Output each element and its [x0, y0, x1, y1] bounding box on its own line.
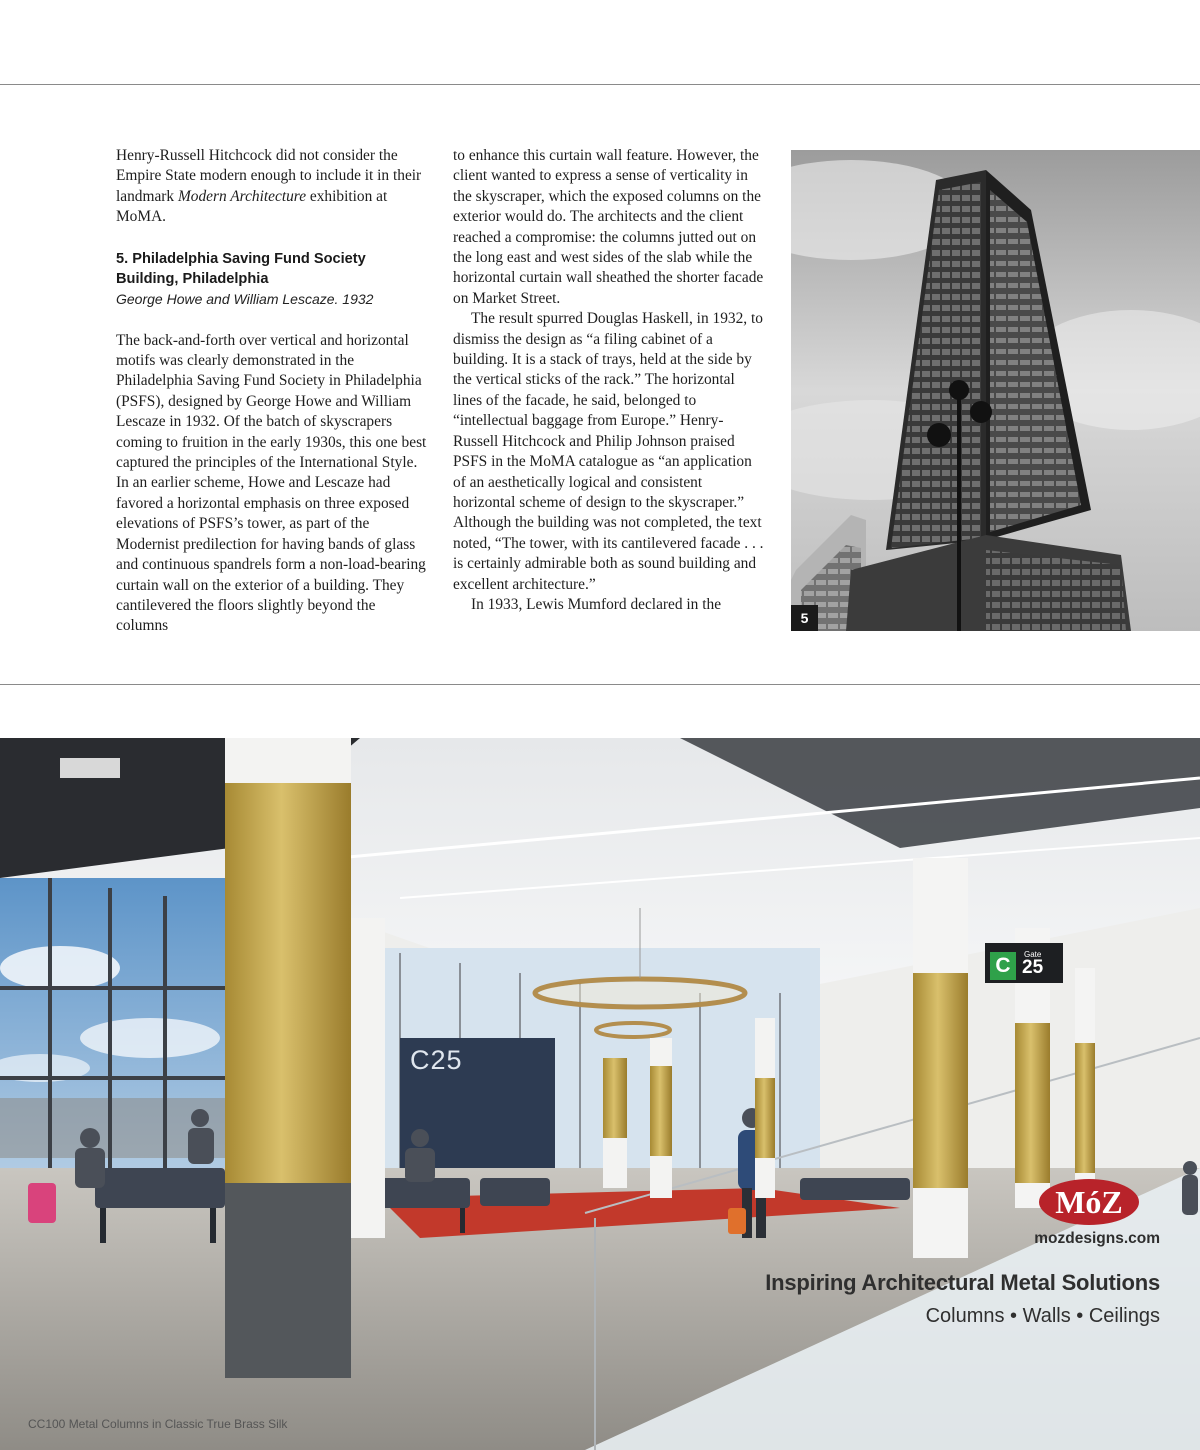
exhibition-title: Modern Architecture: [177, 187, 307, 205]
brand-website[interactable]: mozdesigns.com: [1034, 1230, 1160, 1247]
psfs-building-photo: [791, 150, 1200, 631]
figure-number-badge: 5: [791, 605, 818, 631]
gate-label: Gate: [1024, 950, 1042, 959]
ad-product-list: Columns • Walls • Ceilings: [925, 1305, 1160, 1327]
advertisement-photo: [0, 738, 1200, 1450]
airport-terminal-illustration: [0, 738, 1200, 1450]
moz-logo-text: MóZ: [1055, 1184, 1123, 1220]
gate-number: 25: [1022, 957, 1044, 978]
bottom-rule: [0, 684, 1200, 685]
body-paragraph-psfs: The back-and-forth over vertical and horizontal motifs was clearly demonstrated in the Philadelphia Saving Fund Society in Philadelphia (PSFS), designed by George Howe and William Lescaze in 1932. Of the batch of skyscrapers coming to fruition in the early 1930s, this one best captured the principles of the International Style. In an earlier scheme, Howe and Lescaze had favored a horizontal emphasis on three exposed elevations of PSFS’s tower, as part of the Modernist predilection for having bands of glass and continuous spandrels form a non-load-bearing curtain wall on the exterior of a building. They cantilevered the floors slightly beyond the columns: [116, 331, 427, 635]
lead-tail-text: exhibition at MoMA.: [116, 187, 388, 226]
body-paragraph-haskell: The result spurred Douglas Haskell, in 1932, to dismiss the design as “a filing cabinet of a building. It is a stack of trays, held at the side by the vertical sticks of the rack.” The horizontal lines of the facade, he said, belonged to “intellectual baggage from Europe.” Henry-Russell Hitchcock and Philip Johnson praised PSFS in the MoMA catalogue as “an application of an aesthetically logical and consistent horizontal scheme of design to the skyscraper.” Although the building was not completed, the text noted, “The tower, with its cantilevered facade . . . is certainly admirable both as sound building and excellent architecture.”: [453, 310, 764, 593]
section-heading-line-1: 5. Philadelphia Saving Fund Society: [116, 250, 366, 267]
gate-letter-badge: C: [990, 952, 1016, 980]
article-column-1: [116, 146, 428, 637]
top-rule: [0, 84, 1200, 85]
article-column-2: [453, 146, 765, 615]
psfs-photo-illustration: [791, 150, 1200, 631]
section-architects: George Howe and William Lescaze. 1932: [116, 290, 374, 307]
section-heading-line-2: Building, Philadelphia: [116, 270, 269, 287]
lead-text: Henry-Russell Hitchcock did not consider the Empire State modern enough to include it in their landmark: [116, 147, 422, 205]
gate-c25-sign: C25: [410, 1045, 463, 1075]
ad-tagline: Inspiring Architectural Metal Solutions: [765, 1270, 1160, 1295]
section-heading: [116, 249, 428, 289]
body-paragraph-compromise: to enhance this curtain wall feature. However, the client wanted to express a sense of verticality in the skyscraper, which the exposed columns on the exterior would do. The architects and the client reached a compromise: the columns jutted out on the long east and west sides of the slab while the horizontal curtain wall sheathed the shorter facade on Market Street.: [453, 147, 764, 307]
ad-photo-caption: CC100 Metal Columns in Classic True Brass Silk: [28, 1417, 288, 1431]
lead-paragraph: [116, 146, 428, 228]
body-paragraph-mumford: In 1933, Lewis Mumford declared in the: [471, 595, 722, 613]
